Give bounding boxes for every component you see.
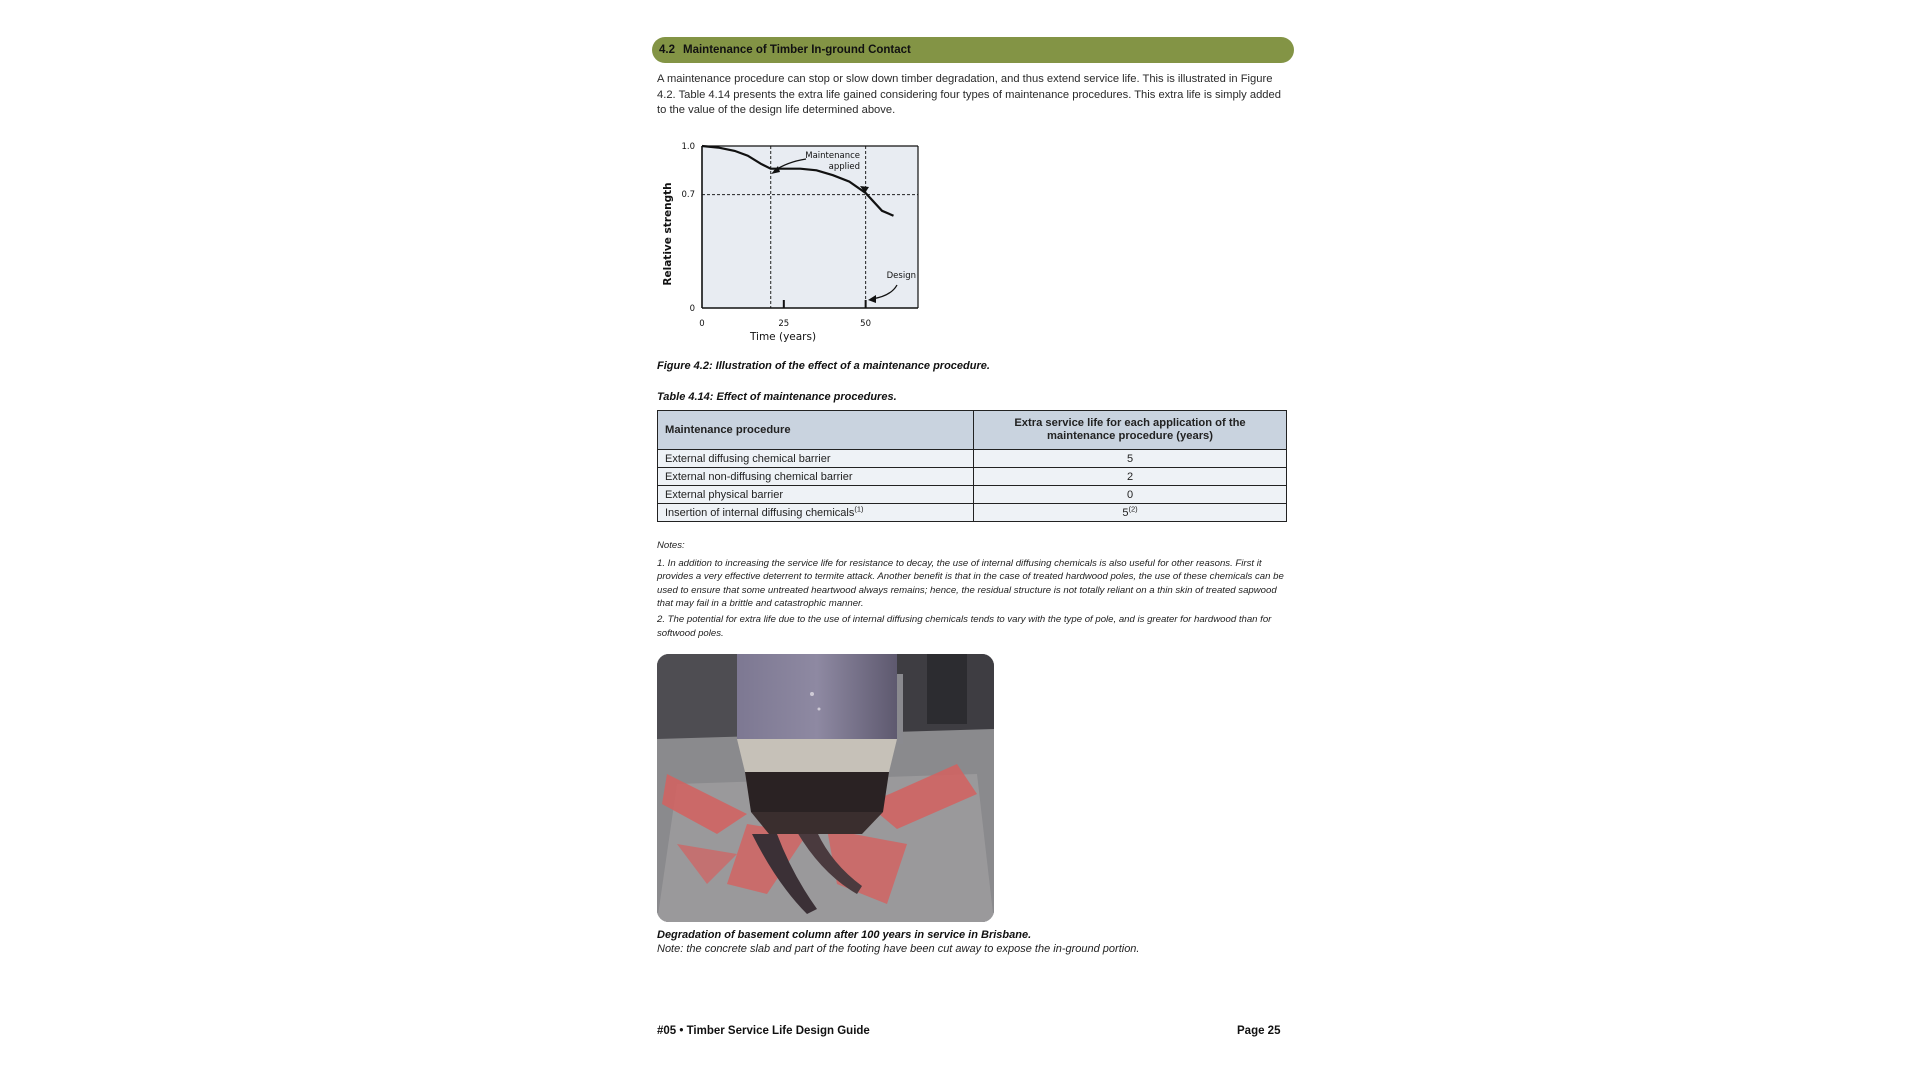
- figure-caption: Figure 4.2: Illustration of the effect of a maintenance procedure.: [657, 360, 990, 372]
- x-axis-label: Time (years): [749, 331, 817, 343]
- footnote-ref-1: (1): [854, 503, 864, 513]
- table-cell-value: 5: [974, 450, 1287, 468]
- section-title: Maintenance of Timber In-ground Contact: [683, 44, 911, 56]
- footer-guide-title: #05 • Timber Service Life Design Guide: [657, 1025, 870, 1037]
- table-row: [658, 450, 1287, 468]
- table-cell-value: 2: [974, 468, 1287, 486]
- maintenance-chart: [657, 138, 927, 353]
- table-row: [658, 486, 1287, 504]
- intro-paragraph: A maintenance procedure can stop or slow down timber degradation, and thus extend service life. This is illustrated in Figure 4.2. Table 4.14 presents the extra life gained considering four types of maintenance procedures. This extra life is simply added to the value of the design life determined above.: [657, 73, 1281, 117]
- table-cell-procedure: External non-diffusing chemical barrier: [658, 468, 974, 486]
- figure-4-2: [657, 138, 927, 353]
- maintenance-table: [657, 410, 1287, 522]
- x-tick-label-50: 50: [860, 319, 872, 329]
- annotation-maintenance-line1: Maintenance: [805, 151, 860, 161]
- y-tick-label-1.0: 1.0: [681, 142, 695, 152]
- notes-label: Notes:: [657, 540, 685, 551]
- x-tick-label-25: 25: [778, 319, 790, 329]
- table-cell-value: 5$^{(2)}$: [974, 504, 1287, 522]
- section-number: 4.2: [659, 44, 675, 56]
- table-notes: [657, 539, 1289, 642]
- table-row: [658, 504, 1287, 522]
- table-header-row: [658, 411, 1287, 450]
- footer-page-number: Page 25: [1237, 1025, 1281, 1037]
- note-item-2: 2. The potential for extra life due to the use of internal diffusing chemicals tends to vary with the type of pole, and is greater for hardwood than for softwood poles.: [657, 613, 1272, 639]
- annotation-maintenance-line2: applied: [828, 162, 860, 172]
- photo-caption: [657, 928, 1297, 956]
- table-cell-procedure: External diffusing chemical barrier: [658, 450, 974, 468]
- table-header-extra-life: Extra service life for each application of the maintenance procedure (years): [974, 411, 1287, 450]
- y-axis-label: Relative strength: [662, 182, 674, 286]
- table-cell-procedure: External physical barrier: [658, 486, 974, 504]
- photo-caption-title: Degradation of basement column after 100 years in service in Brisbane.: [657, 929, 1032, 941]
- annotation-design: Design: [886, 271, 916, 281]
- table-caption: Table 4.14: Effect of maintenance procedures.: [657, 391, 897, 403]
- table-cell-value: 0: [974, 486, 1287, 504]
- photo-caption-note: Note: the concrete slab and part of the footing have been cut away to expose the in-ground portion.: [657, 943, 1140, 955]
- column-degradation-photo: [657, 654, 994, 922]
- x-tick-label-0: 0: [699, 319, 705, 329]
- table-header-procedure: Maintenance procedure: [658, 411, 974, 450]
- footnote-ref-2: (2): [1128, 503, 1138, 513]
- note-item-1: 1. In addition to increasing the service life for resistance to decay, the use of internal diffusing chemicals is also useful for other reasons. First it provides a very effective deterrent to termite attack. Another benefit is that in the case of treated hardwood poles, the use of these chemicals can be used to ensure that some untreated heartwood always remains; hence, the residual structure is not totally reliant on a thin skin of treated sapwood that may fail in a brittle and catastrophic manner.: [657, 557, 1284, 610]
- section-heading-bar: [652, 37, 1294, 63]
- y-tick-label-0: 0: [689, 304, 695, 314]
- table-cell-procedure: Insertion of internal diffusing chemicals$^{(1)}$: [658, 504, 974, 522]
- table-row: [658, 468, 1287, 486]
- y-tick-label-0.7: 0.7: [681, 190, 695, 200]
